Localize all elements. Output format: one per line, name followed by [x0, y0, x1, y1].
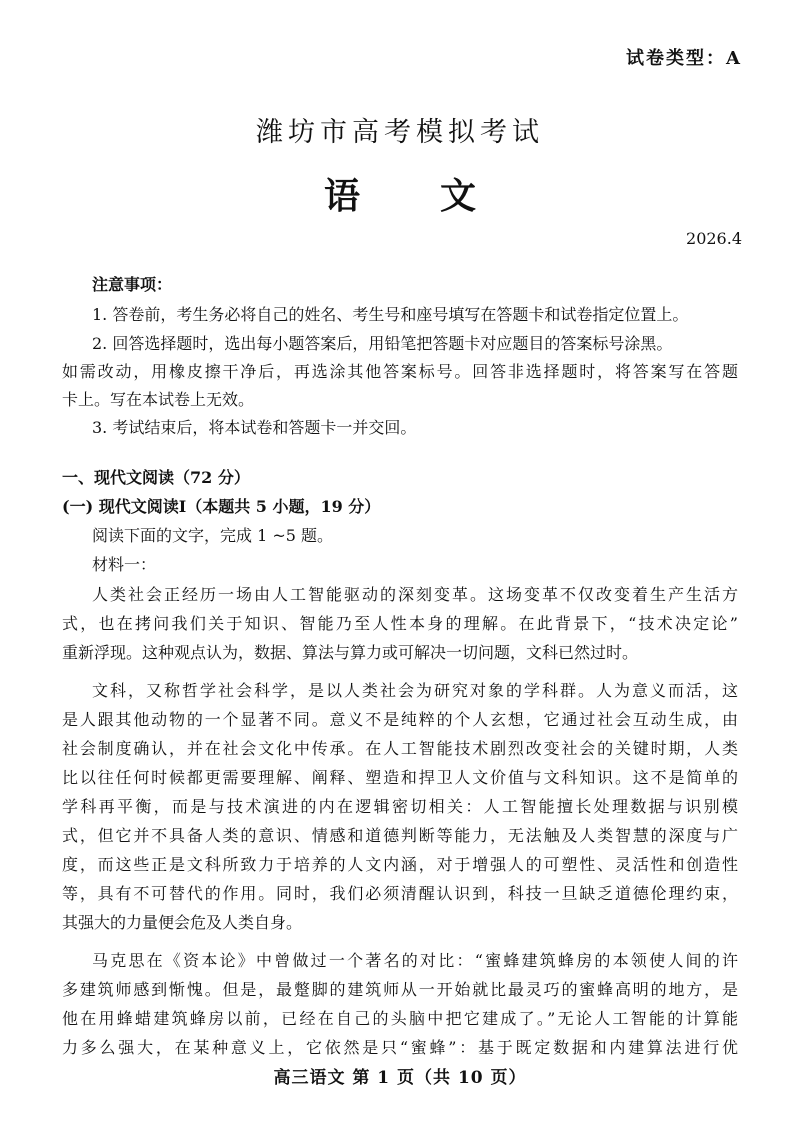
passage-line: 式，但它并不具备人类的意识、情感和道德判断等能力，无法触及人类智慧的深度与广	[62, 826, 738, 845]
exam-title: 潍坊市高考模拟考试	[256, 117, 544, 148]
notice-line-3: 如需改动，用橡皮擦干净后，再选涂其他答案标号。回答非选择题时，将答案写在答题	[62, 362, 738, 381]
passage-line: 重新浮现。这种观点认为，数据、算法与算力或可解决一切问题，文科已然过时。	[62, 643, 639, 662]
notice-line-1: 1. 答卷前，考生务必将自己的姓名、考生号和座号填写在答题卡和试卷指定位置上。	[92, 305, 689, 324]
passage-line: 其强大的力量便会危及人类自身。	[62, 913, 303, 932]
passage-line: 人类社会正经历一场由人工智能驱动的深刻变革。这场变革不仅改变着生产生活方	[92, 585, 738, 604]
exam-date: 2026.4	[686, 229, 742, 248]
passage-line: 等，具有不可替代的作用。同时，我们必须清醒认识到，科技一旦缺乏道德伦理约束，	[62, 884, 738, 903]
notice-line-2: 2. 回答选择题时，选出每小题答案后，用铅笔把答题卡对应题目的答案标号涂黑。	[92, 334, 673, 353]
passage-line: 文科，又称哲学社会科学，是以人类社会为研究对象的学科群。人为意义而活，这	[92, 681, 738, 700]
notice-line-4: 卡上。写在本试卷上无效。	[62, 390, 255, 409]
passage-line: 式，也在拷问我们关于知识、智能乃至人性本身的理解。在此背景下，“技术决定论”	[62, 614, 738, 633]
passage-line: 度，而这些正是文科所致力于培养的人文内涵，对于增强人的可塑性、灵活性和创造性	[62, 855, 738, 874]
passage-line: 多建筑师感到惭愧。但是，最蹩脚的建筑师从一开始就比最灵巧的蜜蜂高明的地方，是	[62, 980, 738, 999]
subject-char-1: 语	[323, 175, 360, 217]
passage-line: 力多么强大，在某种意义上，它依然是只“蜜蜂”：基于既定数据和内建算法进行优	[62, 1038, 738, 1057]
subject-char-2: 文	[440, 175, 477, 217]
passage-line: 社会制度确认，并在社会文化中传承。在人工智能技术剧烈改变社会的关键时期，人类	[62, 739, 738, 758]
notice-line-5: 3. 考试结束后，将本试卷和答题卡一并交回。	[92, 418, 417, 437]
passage-line: 马克思在《资本论》中曾做过一个著名的对比：“蜜蜂建筑蜂房的本领使人间的许	[92, 951, 738, 970]
material-label: 材料一：	[92, 555, 157, 574]
passage-line: 学科再平衡，而是与技术演进的内在逻辑密切相关：人工智能擅长处理数据与识别模	[62, 797, 738, 816]
paper-type-label: 试卷类型：A	[626, 48, 742, 69]
page-footer: 高三语文 第 1 页（共 10 页）	[273, 1068, 527, 1088]
subsection-heading: (一) 现代文阅读Ⅰ（本题共 5 小题，19 分）	[62, 497, 381, 516]
passage-line: 他在用蜂蜡建筑蜂房以前，已经在自己的头脑中把它建成了。”无论人工智能的计算能	[62, 1009, 738, 1028]
notice-heading: 注意事项：	[92, 275, 173, 294]
section-heading: 一、现代文阅读（72 分）	[62, 468, 250, 487]
reading-instruction: 阅读下面的文字，完成 1 ~5 题。	[92, 526, 334, 545]
subject-title	[0, 168, 800, 219]
passage-line: 比以往任何时候都更需要理解、阐释、塑造和捍卫人文价值与文科知识。这不是简单的	[62, 768, 738, 787]
passage-line: 是人跟其他动物的一个显著不同。意义不是纯粹的个人玄想，它通过社会互动生成，由	[62, 710, 738, 729]
